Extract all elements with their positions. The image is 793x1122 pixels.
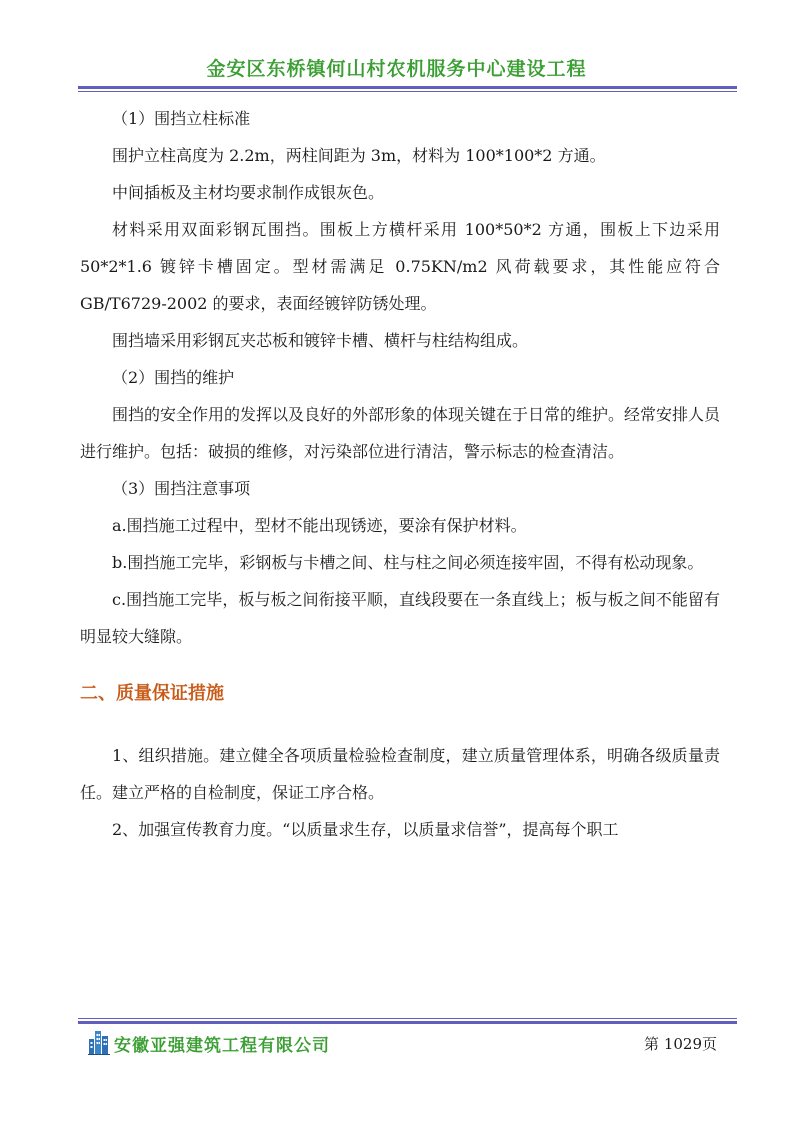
header-rule-thick (78, 86, 737, 89)
paragraph: a.围挡施工过程中，型材不能出现锈迹，要涂有保护材料。 (112, 516, 527, 535)
paragraph: 2、加强宣传教育力度。“以质量求生存，以质量求信誉”，提高每个职工 (112, 820, 619, 839)
section-heading: 二、质量保证措施 (80, 683, 224, 704)
paragraph: 围挡墙采用彩钢瓦夹芯板和镀锌卡槽、横杆与柱结构组成。 (112, 331, 529, 350)
paragraph: （1）围挡立柱标准 (112, 109, 251, 128)
paragraph: 中间插板及主材均要求制作成银灰色。 (112, 183, 385, 202)
building-logo-icon (88, 1029, 110, 1055)
footer-company-name: 安徽亚强建筑工程有限公司 (114, 1036, 330, 1056)
paragraph: b.围挡施工完毕，彩钢板与卡槽之间、柱与柱之间必须连接牢固，不得有松动现象。 (112, 553, 704, 572)
document-body (80, 100, 720, 848)
paragraph: c.围挡施工完毕，板与板之间衔接平顺，直线段要在一条直线上；板与板之间不能留有明显较大缝隙。 (80, 590, 720, 646)
footer-rule-thick (78, 1021, 737, 1024)
paragraph: （2）围挡的维护 (112, 368, 235, 387)
paragraph: 围挡的安全作用的发挥以及良好的外部形象的体现关键在于日常的维护。经常安排人员进行维护。包括：破损的维修，对污染部位进行清洁，警示标志的检查清洁。 (80, 405, 721, 461)
page-number: 第 1029页 (644, 1035, 717, 1053)
header-title: 金安区东桥镇何山村农机服务中心建设工程 (206, 58, 587, 80)
paragraph: 1、组织措施。建立健全各项质量检验检查制度，建立质量管理体系，明确各级质量责任。建立严格的自检制度，保证工序合格。 (80, 746, 720, 802)
paragraph: 材料采用双面彩钢瓦围挡。围板上方横杆采用 100*50*2 方通，围板上下边采用 50*2*1.6 镀锌卡槽固定。型材需满足 0.75KN/m2 风荷载要求，其性能应符合 GB/T6729-2002 的要求，表面经镀锌防锈处理。 (80, 220, 720, 313)
paragraph: 围护立柱高度为 2.2m，两柱间距为 3m，材料为 100*100*2 方通。 (112, 146, 606, 165)
header-rule-thin (78, 91, 737, 92)
footer-rule-thin (78, 1018, 737, 1019)
paragraph: （3）围挡注意事项 (112, 479, 251, 498)
